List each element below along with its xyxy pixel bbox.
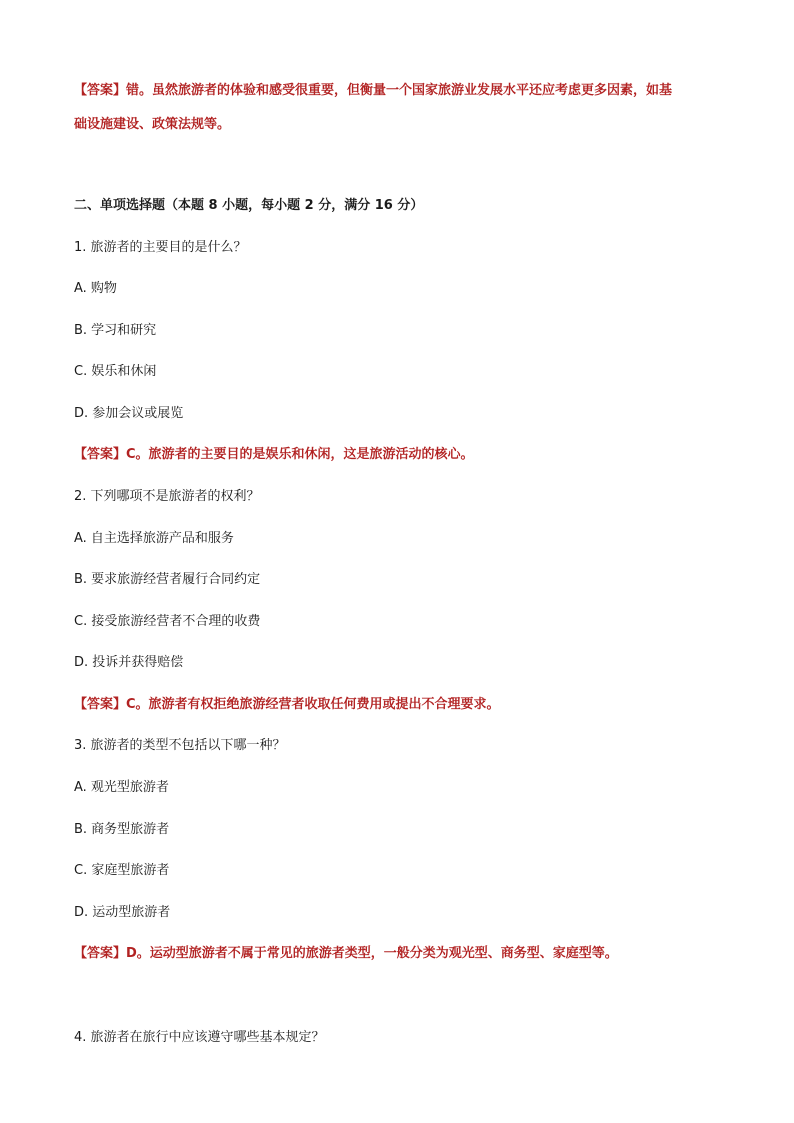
question-2-stem: 2. 下列哪项不是旅游者的权利？ (74, 489, 260, 504)
question-2-option-a: A. 自主选择旅游产品和服务 (74, 531, 234, 546)
question-1-option-d: D. 参加会议或展览 (74, 406, 184, 421)
question-2-answer: 【答案】C。旅游者有权拒绝旅游经营者收取任何费用或提出不合理要求。 (74, 697, 500, 712)
question-3-option-b: B. 商务型旅游者 (74, 822, 170, 837)
intro-answer-line2: 础设施建设、政策法规等。 (74, 117, 231, 132)
intro-answer-line1: 【答案】错。虽然旅游者的体验和感受很重要，但衡量一个国家旅游业发展水平还应考虑更多因素，如基 (74, 83, 673, 98)
question-1-option-a: A. 购物 (74, 281, 117, 296)
question-3-option-a: A. 观光型旅游者 (74, 780, 169, 795)
question-2-option-b: B. 要求旅游经营者履行合同约定 (74, 572, 261, 587)
question-1-answer: 【答案】C。旅游者的主要目的是娱乐和休闲，这是旅游活动的核心。 (74, 447, 474, 462)
question-1-option-b: B. 学习和研究 (74, 323, 157, 338)
question-3-option-c: C. 家庭型旅游者 (74, 863, 170, 878)
question-2-option-c: C. 接受旅游经营者不合理的收费 (74, 614, 261, 629)
question-1-stem: 1. 旅游者的主要目的是什么？ (74, 240, 247, 255)
question-1-option-c: C. 娱乐和休闲 (74, 364, 157, 379)
question-2-option-d: D. 投诉并获得赔偿 (74, 655, 184, 670)
question-3-option-d: D. 运动型旅游者 (74, 905, 171, 920)
question-3-answer: 【答案】D。运动型旅游者不属于常见的旅游者类型，一般分类为观光型、商务型、家庭型等。 (74, 946, 618, 961)
question-4-stem: 4. 旅游者在旅行中应该遵守哪些基本规定？ (74, 1030, 325, 1045)
section-heading: 二、单项选择题（本题 8 小题，每小题 2 分，满分 16 分） (74, 198, 424, 213)
question-3-stem: 3. 旅游者的类型不包括以下哪一种？ (74, 738, 286, 753)
